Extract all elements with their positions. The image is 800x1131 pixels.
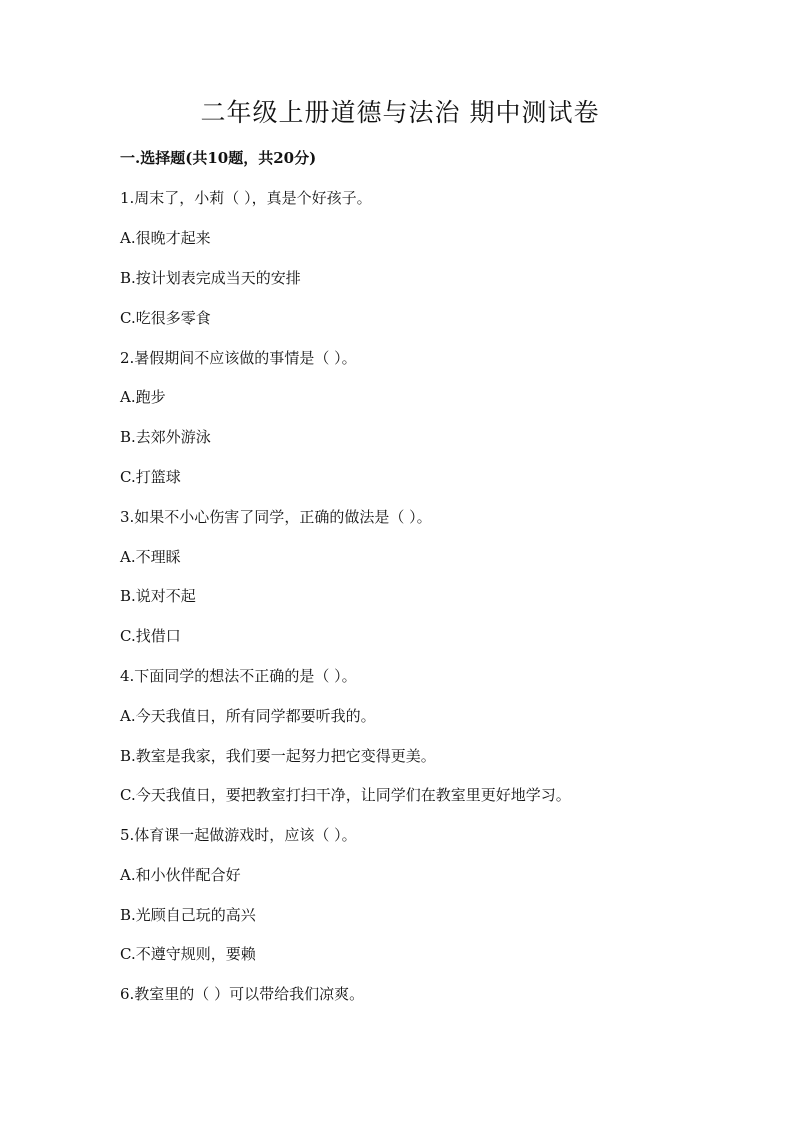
question-3: 3.如果不小心伤害了同学，正确的做法是（ ）。 [120, 508, 432, 526]
question-4-option-c: C.今天我值日，要把教室打扫干净，让同学们在教室里更好地学习。 [120, 786, 571, 804]
page-title: 二年级上册道德与法治 期中测试卷 [200, 98, 600, 127]
question-1-option-a: A.很晚才起来 [120, 229, 211, 247]
question-5-option-b: B.光顾自己玩的高兴 [120, 906, 256, 924]
section-heading: 一.选择题(共10题，共20分) [120, 149, 317, 167]
question-6: 6.教室里的（ ）可以带给我们凉爽。 [120, 985, 365, 1003]
question-2-option-b: B.去郊外游泳 [120, 428, 211, 446]
question-4: 4.下面同学的想法不正确的是（ ）。 [120, 667, 357, 685]
question-1: 1.周末了，小莉（ ），真是个好孩子。 [120, 189, 372, 207]
question-3-option-b: B.说对不起 [120, 587, 196, 605]
question-4-option-b: B.教室是我家，我们要一起努力把它变得更美。 [120, 747, 436, 765]
question-4-option-a: A.今天我值日，所有同学都要听我的。 [120, 707, 376, 725]
question-2-option-a: A.跑步 [120, 388, 166, 406]
question-3-option-c: C.找借口 [120, 627, 181, 645]
question-5-option-a: A.和小伙伴配合好 [120, 866, 241, 884]
question-2: 2.暑假期间不应该做的事情是（ ）。 [120, 349, 357, 367]
question-1-option-b: B.按计划表完成当天的安排 [120, 269, 301, 287]
question-3-option-a: A.不理睬 [120, 548, 181, 566]
question-5-option-c: C.不遵守规则，要赖 [120, 945, 256, 963]
question-5: 5.体育课一起做游戏时，应该（ ）。 [120, 826, 357, 844]
question-1-option-c: C.吃很多零食 [120, 309, 211, 327]
question-2-option-c: C.打篮球 [120, 468, 181, 486]
